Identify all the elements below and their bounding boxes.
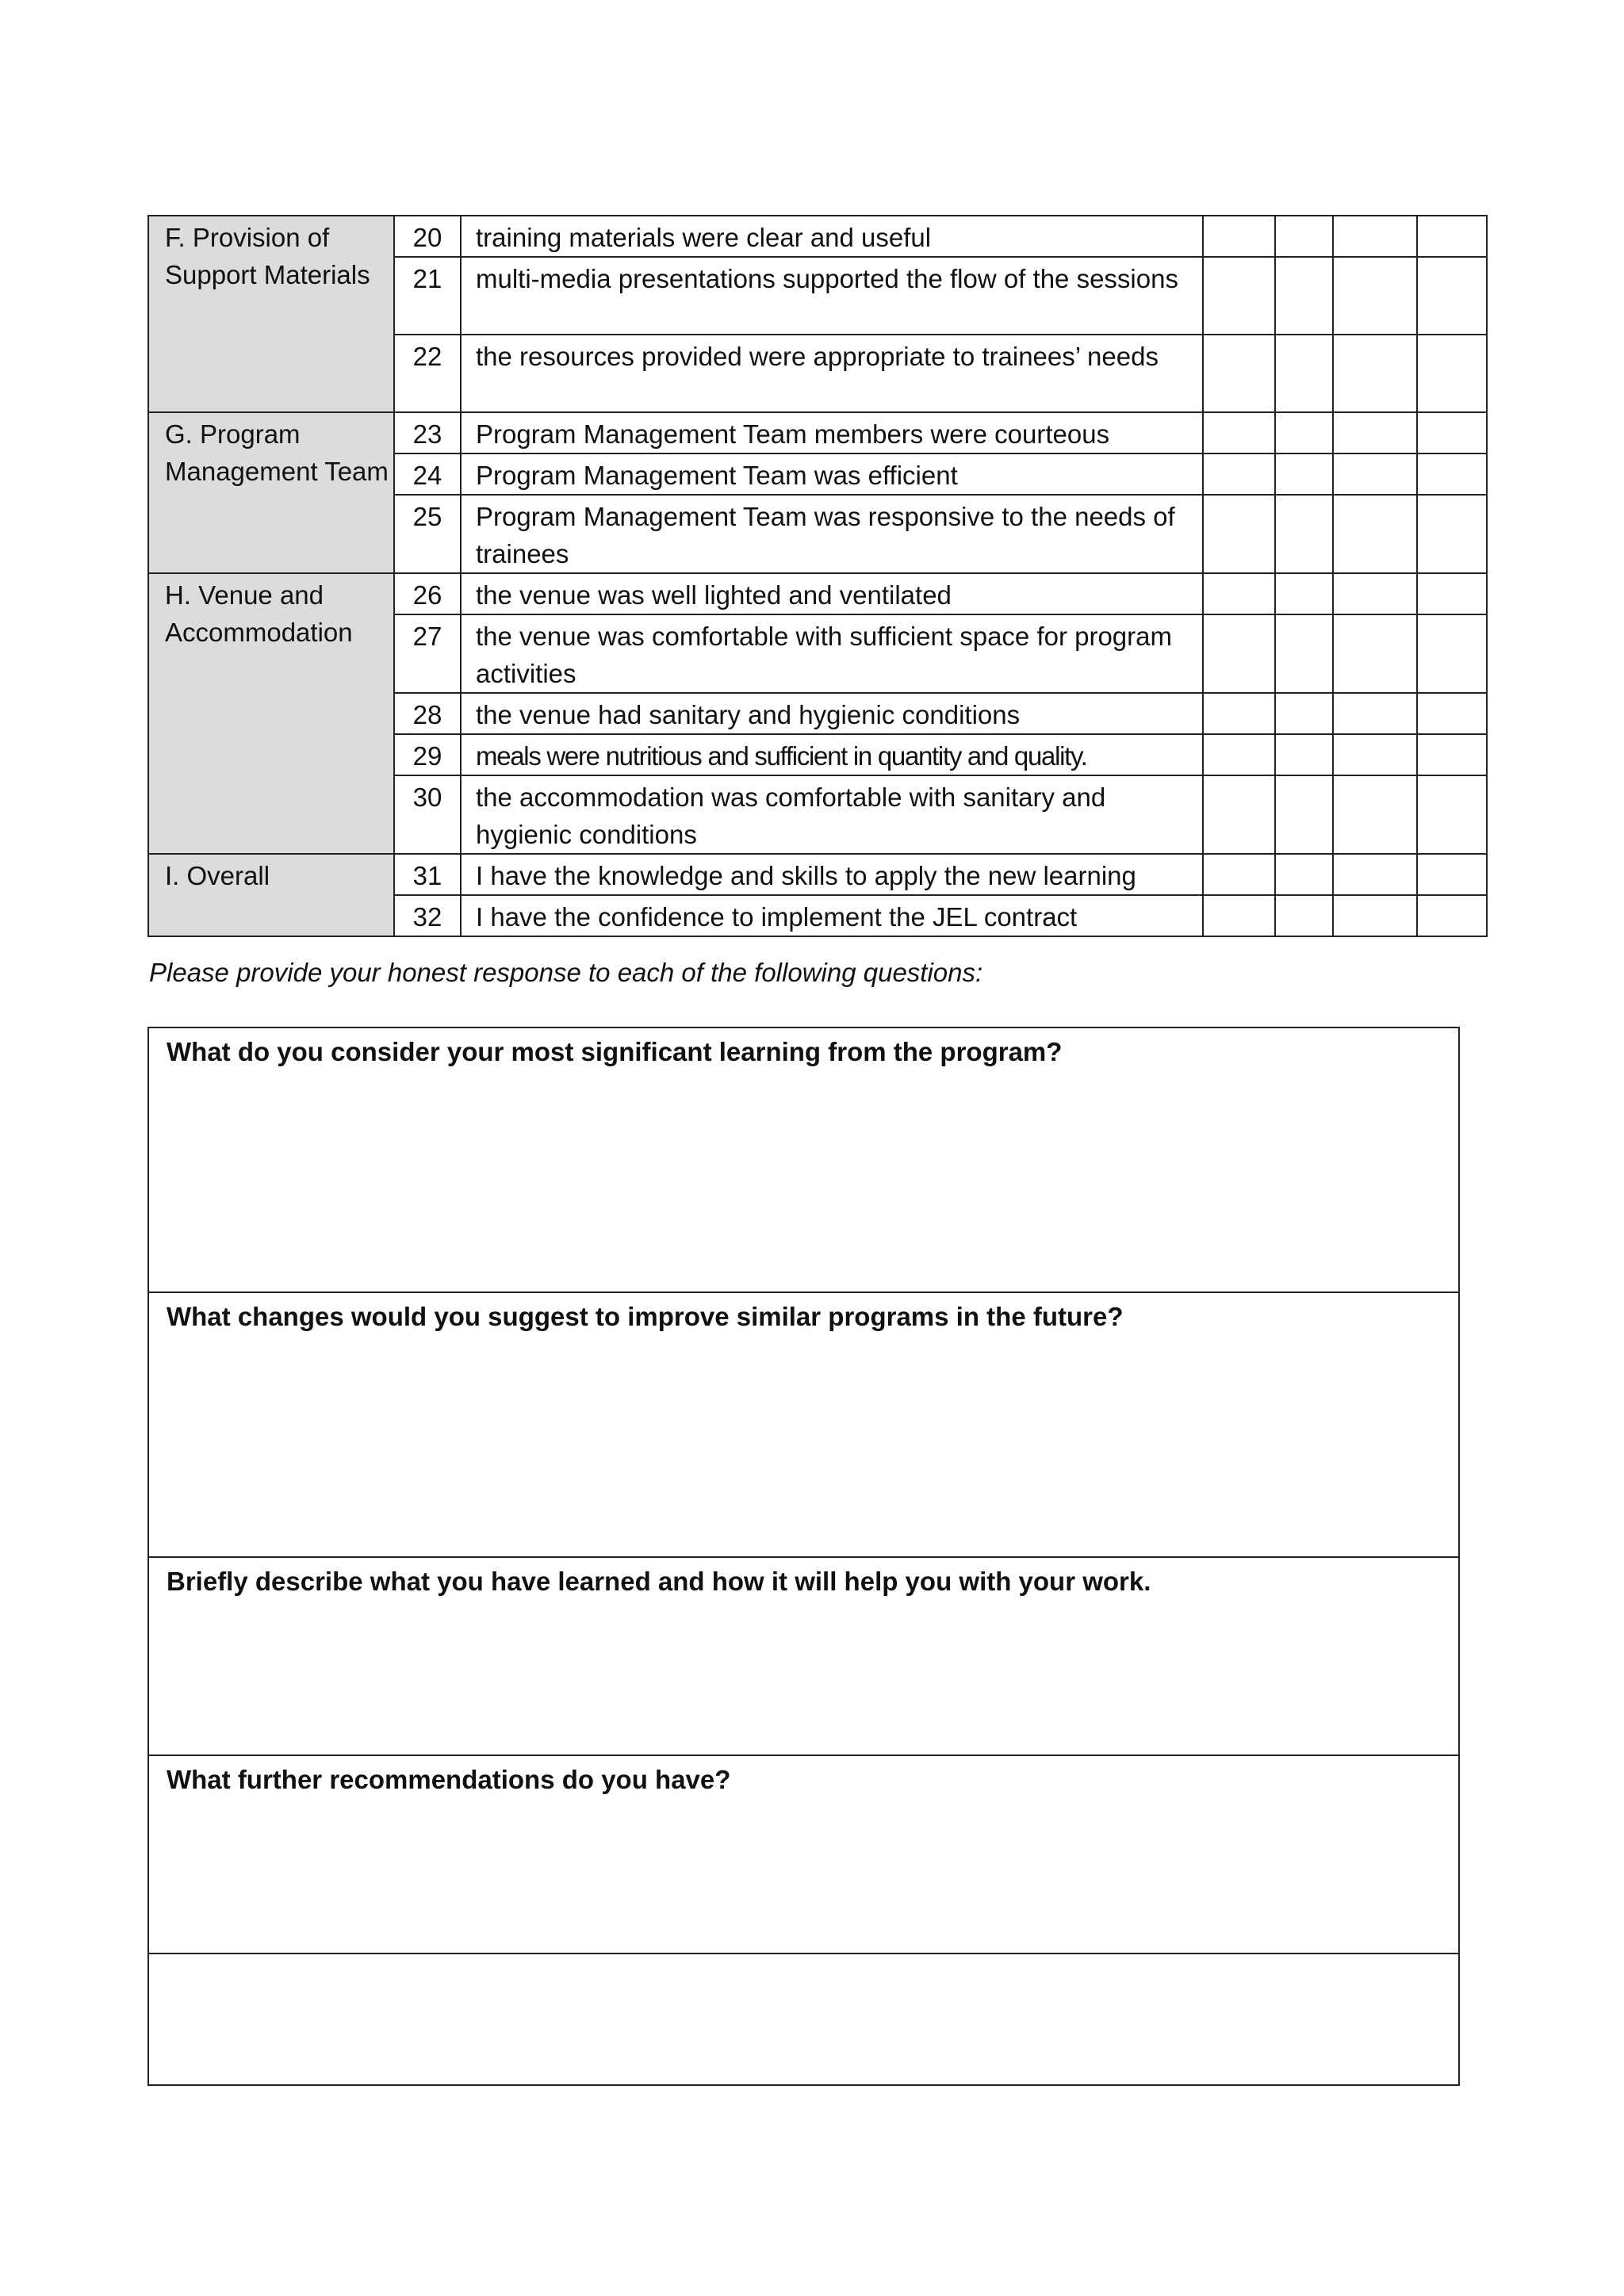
category-cell: I. Overall: [148, 854, 394, 936]
rating-box[interactable]: [1203, 895, 1275, 936]
rating-box[interactable]: [1333, 573, 1417, 614]
rating-box[interactable]: [1203, 412, 1275, 453]
rating-table: [147, 215, 1488, 937]
rating-table-body: [148, 216, 1487, 936]
answer-box[interactable]: [148, 1954, 1459, 2085]
item-statement: the venue was comfortable with sufficient space for program activities: [461, 614, 1203, 693]
item-number: 24: [394, 453, 461, 495]
item-statement: the resources provided were appropriate to trainees’ needs: [461, 335, 1203, 412]
category-cell: G. Program Management Team: [148, 412, 394, 573]
rating-box[interactable]: [1417, 453, 1487, 495]
rating-box[interactable]: [1333, 734, 1417, 775]
rating-box[interactable]: [1275, 453, 1333, 495]
question-box[interactable]: What changes would you suggest to improve similar programs in the future?: [148, 1292, 1459, 1557]
rating-box[interactable]: [1203, 453, 1275, 495]
item-number: 21: [394, 257, 461, 335]
rating-box[interactable]: [1203, 854, 1275, 895]
rating-box[interactable]: [1333, 453, 1417, 495]
table-row: [148, 412, 1487, 453]
rating-box[interactable]: [1417, 495, 1487, 573]
rating-box[interactable]: [1417, 216, 1487, 257]
rating-box[interactable]: [1203, 693, 1275, 734]
rating-box[interactable]: [1203, 775, 1275, 854]
item-statement: training materials were clear and useful: [461, 216, 1203, 257]
item-statement: multi-media presentations supported the flow of the sessions: [461, 257, 1203, 335]
category-cell: H. Venue and Accommodation: [148, 573, 394, 854]
rating-box[interactable]: [1203, 614, 1275, 693]
rating-box[interactable]: [1275, 854, 1333, 895]
rating-box[interactable]: [1417, 854, 1487, 895]
item-statement: I have the confidence to implement the JEL contract: [461, 895, 1203, 936]
rating-box[interactable]: [1333, 495, 1417, 573]
rating-box[interactable]: [1417, 412, 1487, 453]
instruction-text: Please provide your honest response to each of the following questions:: [149, 958, 983, 987]
item-number: 26: [394, 573, 461, 614]
rating-box[interactable]: [1333, 412, 1417, 453]
item-statement: I have the knowledge and skills to apply the new learning: [461, 854, 1203, 895]
rating-box[interactable]: [1333, 216, 1417, 257]
rating-box[interactable]: [1203, 734, 1275, 775]
item-statement: Program Management Team members were courteous: [461, 412, 1203, 453]
rating-box[interactable]: [1203, 573, 1275, 614]
item-statement: the venue was well lighted and ventilated: [461, 573, 1203, 614]
rating-box[interactable]: [1417, 257, 1487, 335]
question-box[interactable]: What further recommendations do you have?: [148, 1755, 1459, 1954]
rating-box[interactable]: [1275, 734, 1333, 775]
question-box[interactable]: Briefly describe what you have learned and how it will help you with your work.: [148, 1557, 1459, 1755]
rating-box[interactable]: [1275, 216, 1333, 257]
item-statement: Program Management Team was responsive to the needs of trainees: [461, 495, 1203, 573]
rating-box[interactable]: [1275, 573, 1333, 614]
table-row: [148, 216, 1487, 257]
item-statement: meals were nutritious and sufficient in quantity and quality.: [461, 734, 1203, 775]
category-cell: F. Provision of Support Materials: [148, 216, 394, 412]
rating-box[interactable]: [1333, 257, 1417, 335]
item-number: 27: [394, 614, 461, 693]
item-number: 32: [394, 895, 461, 936]
table-row: [148, 573, 1487, 614]
question-row: [148, 1292, 1459, 1557]
item-number: 22: [394, 335, 461, 412]
question-row: [148, 1954, 1459, 2085]
rating-box[interactable]: [1417, 895, 1487, 936]
item-number: 25: [394, 495, 461, 573]
rating-box[interactable]: [1417, 734, 1487, 775]
table-row: [148, 854, 1487, 895]
item-number: 31: [394, 854, 461, 895]
rating-box[interactable]: [1417, 693, 1487, 734]
rating-box[interactable]: [1275, 495, 1333, 573]
questions-table: [147, 1027, 1460, 2086]
rating-box[interactable]: [1275, 614, 1333, 693]
rating-box[interactable]: [1275, 412, 1333, 453]
rating-box[interactable]: [1275, 693, 1333, 734]
rating-box[interactable]: [1417, 335, 1487, 412]
item-number: 20: [394, 216, 461, 257]
rating-box[interactable]: [1275, 257, 1333, 335]
rating-box[interactable]: [1275, 335, 1333, 412]
rating-box[interactable]: [1275, 895, 1333, 936]
question-row: [148, 1755, 1459, 1954]
rating-box[interactable]: [1333, 895, 1417, 936]
rating-box[interactable]: [1203, 495, 1275, 573]
rating-box[interactable]: [1333, 693, 1417, 734]
question-box[interactable]: What do you consider your most significant learning from the program?: [148, 1027, 1459, 1292]
rating-box[interactable]: [1417, 614, 1487, 693]
item-statement: the accommodation was comfortable with sanitary and hygienic conditions: [461, 775, 1203, 854]
item-number: 28: [394, 693, 461, 734]
rating-box[interactable]: [1417, 573, 1487, 614]
item-number: 29: [394, 734, 461, 775]
rating-box[interactable]: [1203, 335, 1275, 412]
rating-box[interactable]: [1417, 775, 1487, 854]
rating-box[interactable]: [1275, 775, 1333, 854]
rating-box[interactable]: [1203, 257, 1275, 335]
rating-box[interactable]: [1333, 614, 1417, 693]
rating-box[interactable]: [1203, 216, 1275, 257]
item-statement: Program Management Team was efficient: [461, 453, 1203, 495]
rating-box[interactable]: [1333, 335, 1417, 412]
item-number: 23: [394, 412, 461, 453]
rating-box[interactable]: [1333, 854, 1417, 895]
question-row: [148, 1027, 1459, 1292]
item-statement: the venue had sanitary and hygienic conditions: [461, 693, 1203, 734]
rating-box[interactable]: [1333, 775, 1417, 854]
question-row: [148, 1557, 1459, 1755]
item-number: 30: [394, 775, 461, 854]
